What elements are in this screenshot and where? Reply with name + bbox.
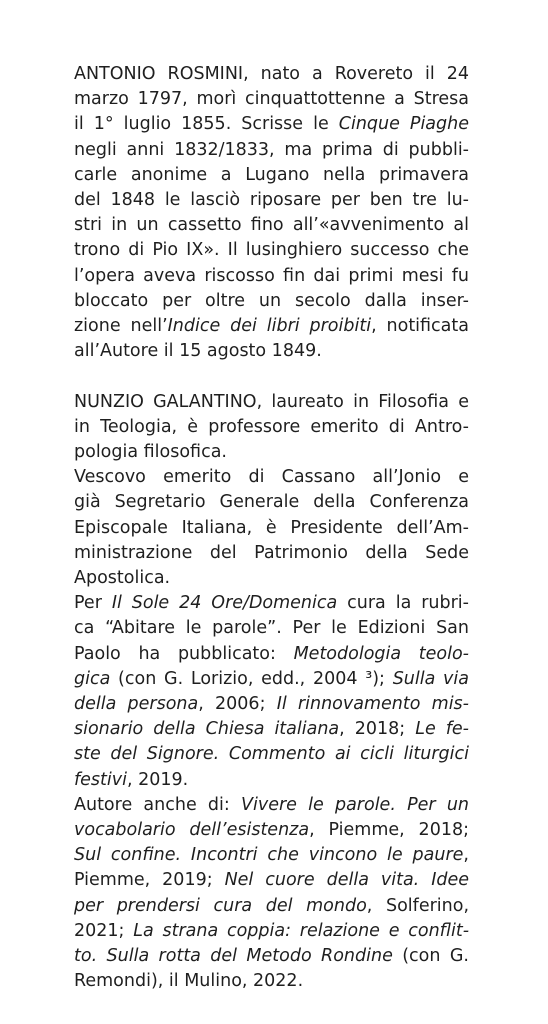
italic-title-text: festivi (74, 769, 127, 790)
text-run: ministrazione del Patrimonio della Sede (74, 542, 469, 563)
text-line (74, 163, 469, 188)
text-line (74, 87, 469, 112)
text-line (74, 238, 469, 263)
author-bio-section (74, 390, 469, 995)
italic-title-text: sionario della Chiesa italiana (74, 719, 340, 740)
text-line (74, 944, 469, 969)
text-line (74, 112, 469, 137)
text-line (74, 213, 469, 238)
text-run: Remondi), il Mulino, 2022. (74, 971, 304, 992)
text-line (74, 541, 469, 566)
text-line (74, 818, 469, 843)
text-run: stri in un cassetto fino all’«avvenimento al (74, 215, 469, 236)
text-run: , 2018; (339, 719, 416, 740)
italic-title-text: vocabolario dell’esistenza (74, 820, 310, 841)
text-run: carle anonime a Lugano nella primavera (74, 164, 469, 185)
text-line (74, 490, 469, 515)
text-run: , 2019. (127, 769, 189, 790)
italic-title-text: Sulla via (392, 668, 470, 689)
text-line (74, 616, 469, 641)
text-line (74, 440, 469, 465)
text-line (74, 289, 469, 314)
text-line (74, 667, 469, 692)
text-run: Apostolica. (74, 568, 171, 589)
italic-title-text: Le fe- (415, 719, 469, 740)
italic-title-text: della persona (74, 694, 199, 715)
text-run: ANTONIO ROSMINI, nato a Rovereto il 24 (74, 64, 469, 84)
text-run: bloccato per oltre un secolo dalla inser- (74, 290, 469, 311)
bio-paragraph (74, 465, 469, 591)
text-line (74, 314, 469, 339)
text-line (74, 591, 469, 616)
text-line (74, 969, 469, 994)
text-run: del 1848 le lasciò riposare per ben tre lu- (74, 190, 469, 211)
text-line (74, 768, 469, 793)
author-bio-section (74, 62, 469, 364)
text-run: zione nell’ (74, 316, 168, 337)
text-line (74, 919, 469, 944)
text-run: all’Autore il 15 agosto 1849. (74, 341, 322, 362)
italic-title-text: Cinque Piaghe (338, 114, 469, 135)
text-run: Episcopale Italiana, è Presidente dell’Am- (74, 517, 469, 538)
text-run: , Solferino, (366, 895, 470, 916)
text-run: Vescovo emerito di Cassano all’Jonio e (74, 467, 469, 488)
italic-title-text: Il rinnovamento mis- (276, 694, 469, 715)
author-bios-column (74, 62, 469, 995)
text-line (74, 264, 469, 289)
text-line (74, 894, 469, 919)
text-run: in Teologia, è professore emerito di Antro- (74, 416, 469, 437)
text-run: già Segretario Generale della Conferenza (74, 492, 469, 513)
italic-title-text: Metodologia teolo- (293, 643, 469, 664)
text-run: pologia filosofica. (74, 442, 227, 463)
text-run: , Piemme, 2018; (309, 820, 469, 841)
text-run: marzo 1797, morì cinquattottenne a Stresa (74, 89, 469, 110)
text-line (74, 339, 469, 364)
text-line (74, 566, 469, 591)
text-line (74, 62, 469, 87)
text-line (74, 843, 469, 868)
italic-title-text: Nel cuore della vita. Idee (224, 870, 469, 891)
text-run: , 2006; (198, 694, 277, 715)
text-run: NUNZIO GALANTINO, laureato in Filosofia e (74, 391, 469, 412)
text-run: il 1° luglio 1855. Scrisse le (74, 114, 339, 135)
italic-title-text: to. Sulla rotta del Metodo Rondine (74, 946, 393, 967)
text-run: negli anni 1832/1833, ma prima di pubbli- (74, 139, 469, 160)
text-run: Autore anche di: (74, 794, 241, 815)
bio-paragraph (74, 62, 469, 364)
italic-title-text: Il Sole 24 Ore/Domenica (111, 593, 338, 614)
text-run: trono di Pio IX». Il lusinghiero successo che (74, 240, 469, 261)
text-line (74, 692, 469, 717)
text-run: Paolo ha pubblicato: (74, 643, 294, 664)
italic-title-text: Vivere le parole. Per un (241, 794, 470, 815)
text-run: , (463, 845, 469, 866)
text-line (74, 138, 469, 163)
text-line (74, 188, 469, 213)
text-run: Piemme, 2019; (74, 870, 225, 891)
text-line (74, 717, 469, 742)
text-line (74, 742, 469, 767)
text-run: Per (74, 593, 112, 614)
text-line (74, 868, 469, 893)
text-run: , notificata (371, 316, 469, 337)
text-run: (con G. Lorizio, edd., 2004 ³); (110, 668, 393, 689)
italic-title-text: Indice dei libri proibiti (167, 316, 372, 337)
text-line (74, 642, 469, 667)
text-run: ca “Abitare le parole”. Per le Edizioni San (74, 618, 469, 639)
bio-paragraph (74, 390, 469, 466)
italic-title-text: La strana coppia: relazione e conflit- (133, 920, 470, 941)
text-line (74, 465, 469, 490)
text-line (74, 390, 469, 415)
text-line (74, 516, 469, 541)
bio-paragraph (74, 591, 469, 793)
text-line (74, 415, 469, 440)
text-run: 2021; (74, 920, 134, 941)
italic-title-text: per prendersi cura del mondo (74, 895, 367, 916)
italic-title-text: gica (74, 668, 111, 689)
text-run: (con G. (392, 946, 469, 967)
bio-paragraph (74, 793, 469, 995)
text-run: cura la rubri- (337, 593, 469, 614)
italic-title-text: ste del Signore. Commento ai cicli liturgici (74, 744, 469, 765)
text-run: l’opera aveva riscosso fin dai primi mesi fu (74, 265, 469, 286)
italic-title-text: Sul confine. Incontri che vincono le paure (74, 845, 464, 866)
text-line (74, 793, 469, 818)
